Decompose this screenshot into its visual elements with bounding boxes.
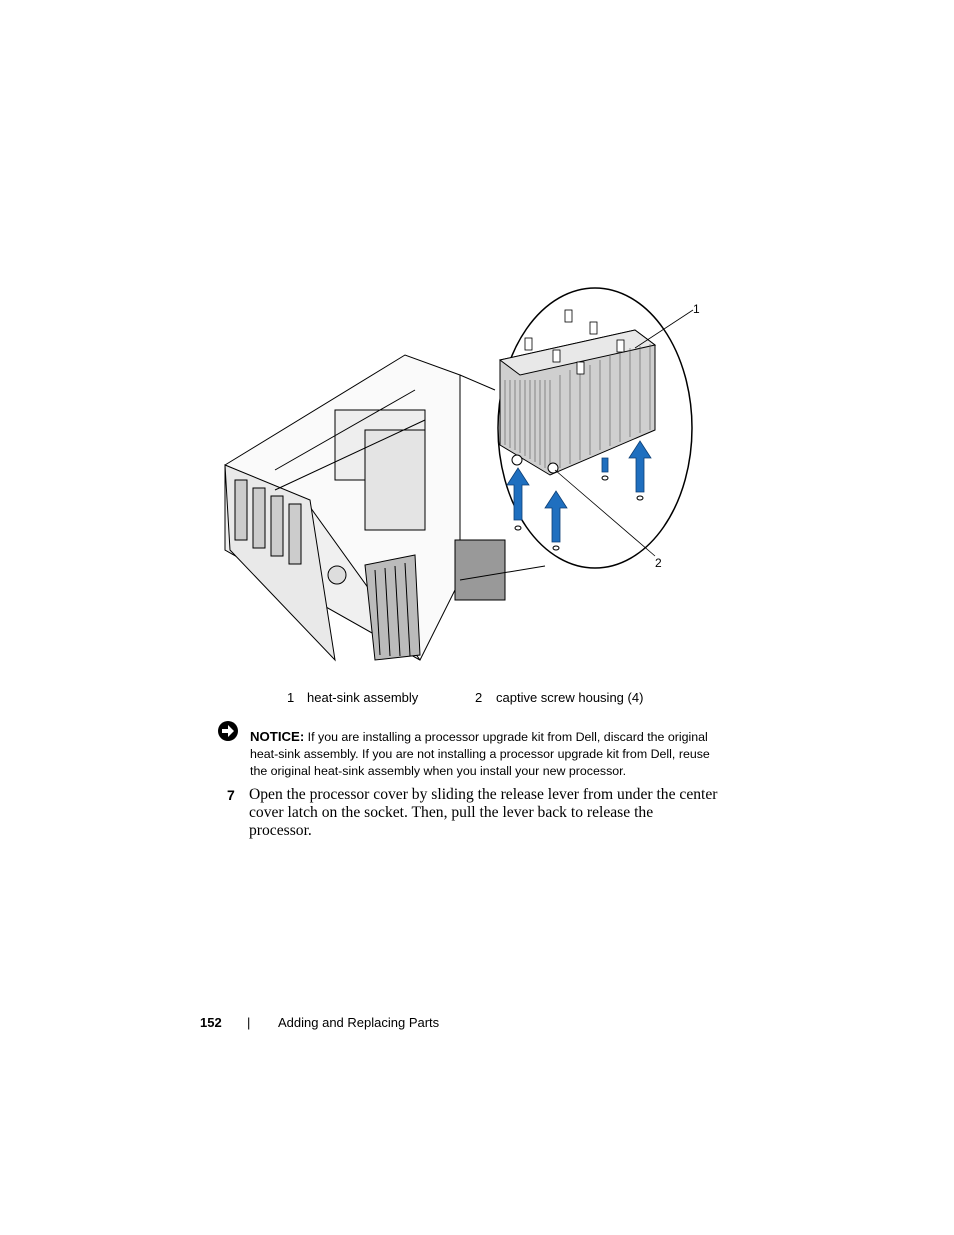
callout-1: 1 (693, 302, 700, 316)
notice-block (250, 728, 720, 780)
legend-number: 2 (475, 690, 483, 705)
legend-label: captive screw housing (4) (496, 690, 644, 705)
notice-label: NOTICE: (250, 729, 305, 744)
step-text: Open the processor cover by sliding the release lever from under the center cover latch on the socket. Then, pull the lever back to release the processor. (249, 786, 718, 839)
step-number: 7 (227, 787, 235, 803)
notice-arrow-icon (217, 720, 239, 742)
page-number: 152 (200, 1015, 222, 1030)
footer-section-title: Adding and Replacing Parts (278, 1015, 440, 1030)
callout-2: 2 (655, 556, 662, 570)
legend-item-1 (287, 690, 419, 705)
legend-number: 1 (287, 690, 295, 705)
legend-item-2 (475, 690, 644, 705)
legend-label: heat-sink assembly (307, 690, 419, 705)
computer-illustration (215, 280, 715, 670)
computer-chassis (225, 355, 505, 660)
up-arrow-icon (602, 458, 608, 472)
notice-text: If you are installing a processor upgrade kit from Dell, discard the original heat-sink assembly. If you are not installing a processor upgrade kit from Dell, reuse the original heat-sink assembly when you install your new processor. (250, 730, 710, 778)
heat-sink-figure (215, 280, 715, 670)
footer-separator: | (247, 1015, 251, 1030)
